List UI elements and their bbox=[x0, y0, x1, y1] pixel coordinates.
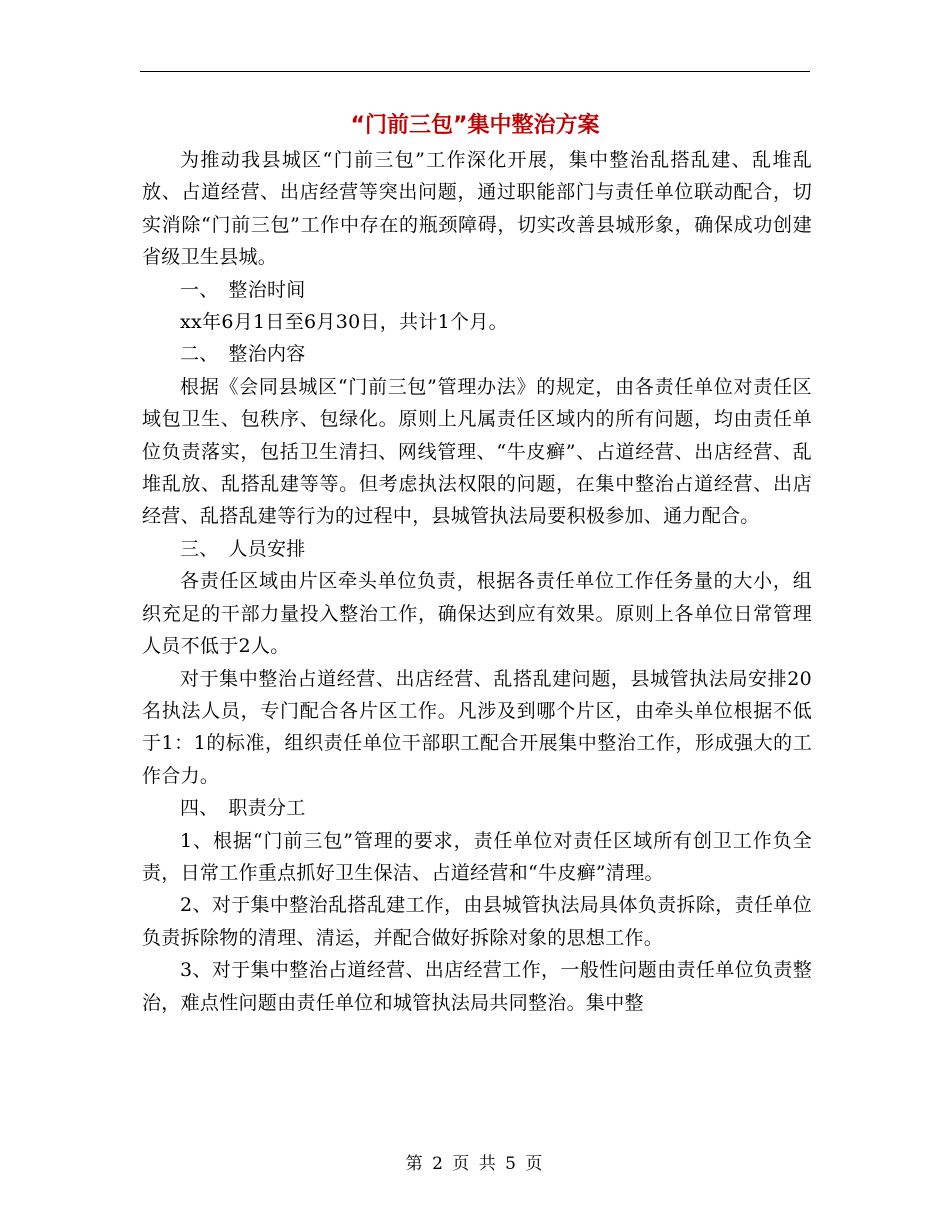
duty-item-3: 3、对于集中整治占道经营、出店经营工作，一般性问题由责任单位负责整治，难点性问题由责任单位和城管执法局共同整治。集中整 bbox=[142, 959, 812, 1014]
section-heading-content: 二、 整治内容 bbox=[180, 343, 306, 366]
content-paragraph: 根据《会同县城区“门前三包”管理办法》的规定，由各责任单位对责任区域包卫生、包秩序、包绿化。原则上凡属责任区域内的所有问题，均由责任单位负责落实，包括卫生清扫、网线管理、“牛皮癣”、占道经营、出店经营、乱堆乱放、乱搭乱建等等。但考虑执法权限的问题，在集中整治占道经营、出店经营、乱搭乱建等行为的过程中，县城管执法局要积极参加、通力配合。 bbox=[142, 375, 812, 528]
intro-paragraph: 为推动我县城区“门前三包”工作深化开展，集中整治乱搭乱建、乱堆乱放、占道经营、出店经营等突出问题，通过职能部门与责任单位联动配合，切实消除“门前三包”工作中存在的瓶颈障碍，切实改善县城形象，确保成功创建省级卫生县城。 bbox=[142, 149, 812, 269]
document-title: “门前三包”集中整治方案 bbox=[350, 113, 600, 138]
duty-item-1: 1、根据“门前三包”管理的要求，责任单位对责任区域所有创卫工作负全责，日常工作重点抓好卫生保洁、占道经营和“牛皮癣”清理。 bbox=[142, 829, 812, 884]
page-indicator: 第 2 页 共 5 页 bbox=[405, 1154, 545, 1174]
staffing-paragraph-1: 各责任区域由片区牵头单位负责，根据各责任单位工作任务量的大小，组织充足的干部力量投入整治工作，确保达到应有效果。原则上各单位日常管理人员不低于2人。 bbox=[142, 570, 812, 658]
section-heading-duties: 四、 职责分工 bbox=[180, 797, 306, 820]
section-heading-time: 一、 整治时间 bbox=[180, 278, 306, 301]
document-body bbox=[142, 144, 812, 1019]
header-rule bbox=[140, 71, 810, 72]
time-paragraph: xx年6月1日至6月30日，共计1个月。 bbox=[180, 311, 508, 334]
duty-item-2: 2、对于集中整治乱搭乱建工作，由县城管执法局具体负责拆除，责任单位负责拆除物的清理、清运，并配合做好拆除对象的思想工作。 bbox=[142, 894, 812, 949]
section-heading-staffing: 三、 人员安排 bbox=[180, 537, 306, 560]
staffing-paragraph-2: 对于集中整治占道经营、出店经营、乱搭乱建问题，县城管执法局安排20名执法人员，专门配合各片区工作。凡涉及到哪个片区，由牵头单位根据不低于1：1的标准，组织责任单位干部职工配合开展集中整治工作，形成强大的工作合力。 bbox=[142, 667, 812, 787]
